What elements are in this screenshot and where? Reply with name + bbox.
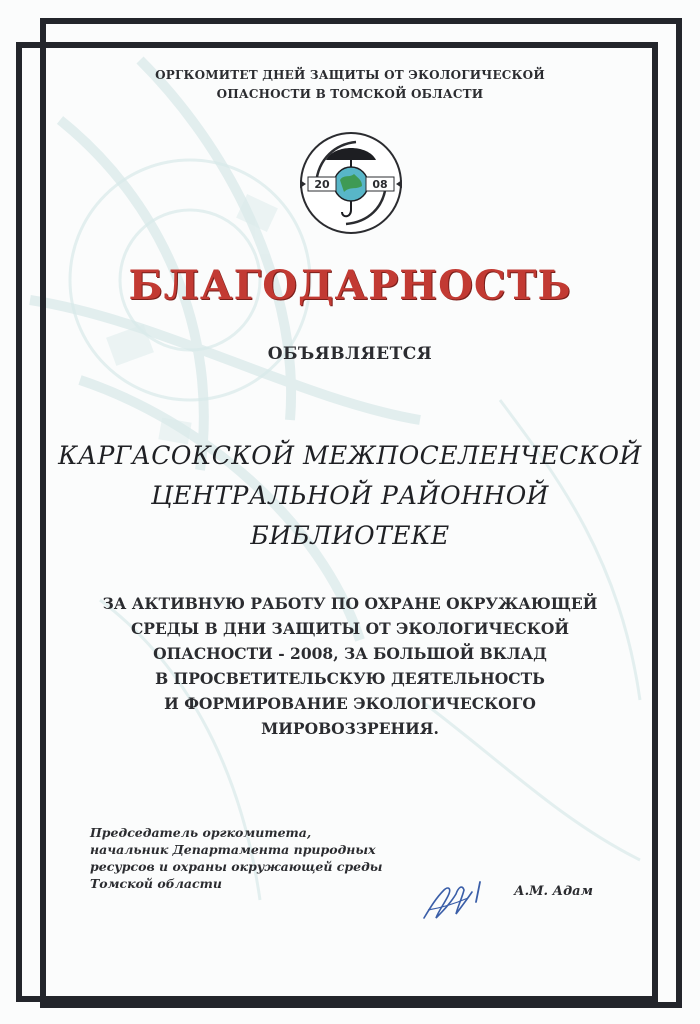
- emblem-year-right: 08: [372, 178, 388, 191]
- award-reason: [70, 591, 630, 741]
- document-title: БЛАГОДАРНОСТЬ: [128, 262, 572, 309]
- signer-position-line-1: Председатель оргкомитета,: [90, 825, 312, 840]
- recipient-line-1: КАРГАСОКСКОЙ МЕЖПОСЕЛЕНЧЕСКОЙ: [58, 441, 642, 470]
- emblem-year-left: 20: [314, 178, 330, 191]
- announce-text: ОБЪЯВЛЯЕТСЯ: [267, 344, 433, 364]
- umbrella-globe-emblem-icon: [296, 128, 406, 238]
- reason-line-4: В ПРОСВЕТИТЕЛЬСКУЮ ДЕЯТЕЛЬНОСТЬ: [155, 669, 545, 688]
- signer-position-line-3: ресурсов и охраны окружающей среды: [90, 859, 383, 874]
- recipient-line-2: ЦЕНТРАЛЬНОЙ РАЙОННОЙ: [151, 481, 549, 510]
- reason-line-6: МИРОВОЗЗРЕНИЯ.: [261, 719, 439, 738]
- organizer-line-2: ОПАСНОСТИ В ТОМСКОЙ ОБЛАСТИ: [216, 87, 484, 101]
- signer-position-line-2: начальник Департамента природных: [90, 842, 376, 857]
- organizer-heading: [140, 66, 560, 104]
- reason-line-3: ОПАСНОСТИ - 2008, ЗА БОЛЬШОЙ ВКЛАД: [153, 644, 547, 663]
- reason-line-2: СРЕДЫ В ДНИ ЗАЩИТЫ ОТ ЭКОЛОГИЧЕСКОЙ: [130, 619, 570, 638]
- recipient-line-3: БИБЛИОТЕКЕ: [250, 521, 450, 550]
- handwritten-signature: [418, 868, 498, 928]
- signer-name: А.М. Адам: [514, 884, 593, 899]
- reason-line-1: ЗА АКТИВНУЮ РАБОТУ ПО ОХРАНЕ ОКРУЖАЮЩЕЙ: [102, 594, 598, 613]
- recipient-name: [50, 436, 650, 556]
- signer-position-line-4: Томской области: [90, 876, 222, 891]
- organizer-line-1: ОРГКОМИТЕТ ДНЕЙ ЗАЩИТЫ ОТ ЭКОЛОГИЧЕСКОЙ: [155, 68, 545, 82]
- reason-line-5: И ФОРМИРОВАНИЕ ЭКОЛОГИЧЕСКОГО: [164, 694, 536, 713]
- signer-position: [90, 824, 420, 892]
